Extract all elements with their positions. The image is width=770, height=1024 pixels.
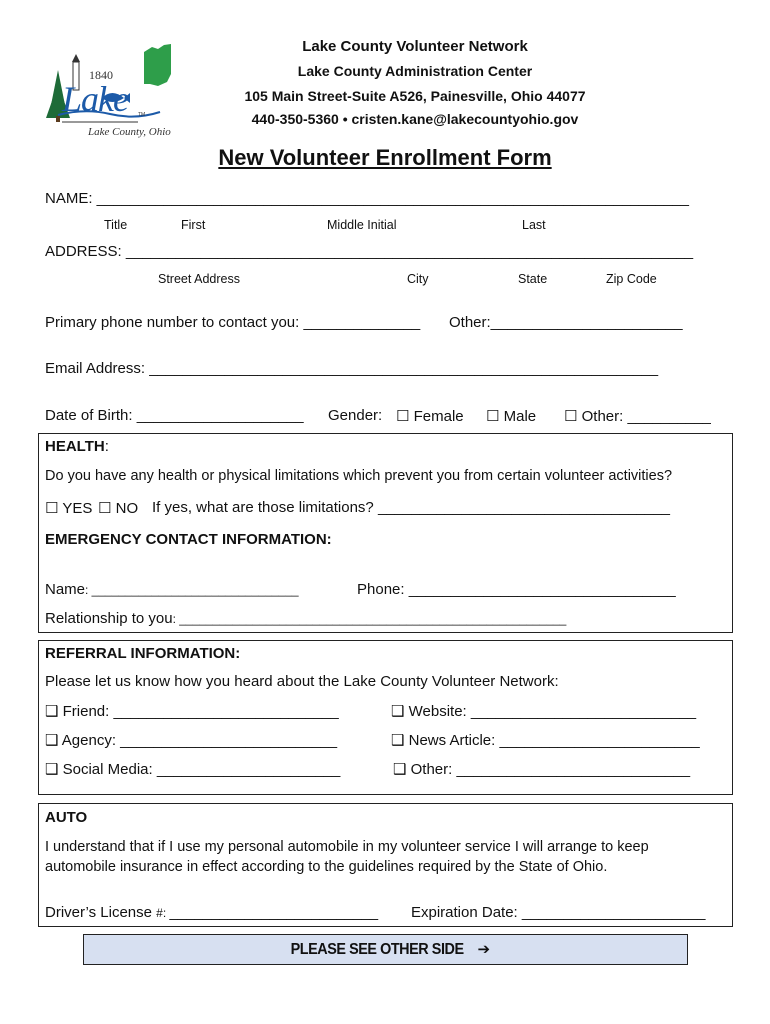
admin-center: Lake County Administration Center bbox=[297, 63, 533, 79]
checkbox-icon: ❑ bbox=[391, 702, 405, 720]
logo-wordmark: Lake bbox=[62, 79, 128, 119]
checkbox-icon: ☐ bbox=[564, 407, 578, 425]
male-label: Male bbox=[503, 408, 537, 425]
license-line: _________________________ bbox=[169, 904, 379, 921]
checkbox-icon: ☐ bbox=[486, 407, 500, 425]
no-label: NO bbox=[115, 500, 139, 517]
license-label: Driver’s License bbox=[45, 904, 157, 921]
email-field[interactable]: Email Address: _____________________________________________________________ bbox=[45, 360, 659, 377]
arrow-right-icon: ➔ bbox=[477, 940, 491, 958]
female-label: Female bbox=[413, 408, 464, 425]
state-caption: State bbox=[518, 272, 548, 286]
relationship-field[interactable] bbox=[45, 610, 566, 627]
referral-other-label: Other: ____________________________ bbox=[410, 761, 691, 778]
primary-phone-field[interactable]: Primary phone number to contact you: ______________ bbox=[45, 314, 421, 331]
relationship-label: Relationship to you bbox=[45, 610, 173, 627]
limitations-field[interactable]: If yes, what are those limitations? ___________________________________ bbox=[152, 499, 670, 516]
news-label: News Article: ________________________ bbox=[408, 732, 700, 749]
form-title: New Volunteer Enrollment Form bbox=[218, 145, 552, 170]
referral-website-option[interactable] bbox=[391, 702, 696, 720]
license-hash: #: bbox=[156, 906, 170, 920]
org-name: Lake County Volunteer Network bbox=[302, 38, 528, 55]
checkbox-icon: ☐ bbox=[396, 407, 410, 425]
logo-subtitle: Lake County, Ohio bbox=[88, 126, 171, 138]
referral-friend-option[interactable] bbox=[45, 702, 339, 720]
other-phone-field[interactable]: Other:_______________________ bbox=[449, 314, 683, 331]
logo-year: 1840 bbox=[89, 68, 113, 82]
see-other-side-banner bbox=[83, 934, 688, 965]
name-last-caption: Last bbox=[522, 218, 546, 232]
emergency-name-label: Name bbox=[45, 581, 86, 598]
name-middle-caption: Middle Initial bbox=[327, 218, 397, 232]
auto-statement-line-2: automobile insurance in effect according to the guidelines required by the State of Ohio. bbox=[45, 859, 608, 875]
health-heading bbox=[45, 438, 109, 455]
health-section bbox=[38, 433, 733, 633]
gender-other-option[interactable] bbox=[564, 407, 711, 425]
social-label: Social Media: ______________________ bbox=[62, 761, 341, 778]
address-field[interactable]: ADDRESS: ____________________________________________________________________ bbox=[45, 243, 694, 260]
dob-field[interactable]: Date of Birth: ____________________ bbox=[45, 407, 304, 424]
gender-label: Gender: bbox=[328, 407, 383, 424]
friend-label: Friend: ___________________________ bbox=[62, 703, 339, 720]
referral-heading: REFERRAL INFORMATION: bbox=[45, 645, 241, 662]
auto-statement-line-1: I understand that if I use my personal automobile in my volunteer service I will arrange to keep bbox=[45, 839, 649, 855]
emergency-phone-field[interactable]: Phone: ________________________________ bbox=[357, 581, 676, 598]
street-caption: Street Address bbox=[158, 272, 240, 286]
referral-section bbox=[38, 640, 733, 795]
see-other-side-label: PLEASE SEE OTHER SIDE bbox=[290, 941, 464, 958]
checkbox-icon: ❑ bbox=[391, 731, 405, 749]
checkbox-icon: ❑ bbox=[45, 702, 59, 720]
auto-heading: AUTO bbox=[45, 809, 88, 826]
emergency-name-line: : _______________________________ bbox=[85, 583, 299, 597]
relationship-line: : __________________________________________________________ bbox=[172, 612, 567, 626]
name-first-caption: First bbox=[181, 218, 206, 232]
health-yes-option[interactable] bbox=[45, 499, 92, 517]
auto-section bbox=[38, 803, 733, 927]
name-field[interactable]: NAME: _______________________________________________________________________ bbox=[45, 190, 689, 207]
emergency-heading: EMERGENCY CONTACT INFORMATION: bbox=[45, 531, 332, 548]
referral-prompt: Please let us know how you heard about the Lake County Volunteer Network: bbox=[45, 673, 559, 690]
name-title-caption: Title bbox=[104, 218, 128, 232]
health-heading-colon: : bbox=[104, 438, 109, 455]
health-heading-text: HEALTH bbox=[45, 438, 105, 455]
checkbox-icon: ☐ bbox=[45, 499, 59, 517]
zip-caption: Zip Code bbox=[606, 272, 657, 286]
expiration-date-field[interactable]: Expiration Date: ______________________ bbox=[411, 904, 706, 921]
drivers-license-field[interactable] bbox=[45, 904, 378, 921]
logo-trademark: TM bbox=[138, 112, 146, 118]
yes-label: YES bbox=[62, 500, 93, 517]
org-address: 105 Main Street-Suite A526, Painesville, Ohio 44077 bbox=[244, 88, 586, 104]
org-contact: 440-350-5360 • cristen.kane@lakecountyohio.gov bbox=[251, 111, 579, 127]
checkbox-icon: ❑ bbox=[45, 760, 59, 778]
referral-other-option[interactable] bbox=[393, 760, 690, 778]
health-no-option[interactable] bbox=[98, 499, 138, 517]
gender-male-option[interactable] bbox=[486, 407, 536, 425]
checkbox-icon: ☐ bbox=[98, 499, 112, 517]
website-label: Website: ___________________________ bbox=[408, 703, 697, 720]
gender-other-label: Other: __________ bbox=[581, 408, 711, 425]
city-caption: City bbox=[407, 272, 429, 286]
checkbox-icon: ❑ bbox=[45, 731, 59, 749]
checkbox-icon: ❑ bbox=[393, 760, 407, 778]
referral-agency-option[interactable] bbox=[45, 731, 337, 749]
emergency-name-field[interactable] bbox=[45, 581, 299, 598]
referral-news-option[interactable] bbox=[391, 731, 700, 749]
gender-female-option[interactable] bbox=[396, 407, 464, 425]
agency-label: Agency: __________________________ bbox=[61, 732, 338, 749]
referral-social-option[interactable] bbox=[45, 760, 340, 778]
health-question: Do you have any health or physical limitations which prevent you from certain volunteer activities? bbox=[45, 468, 673, 484]
